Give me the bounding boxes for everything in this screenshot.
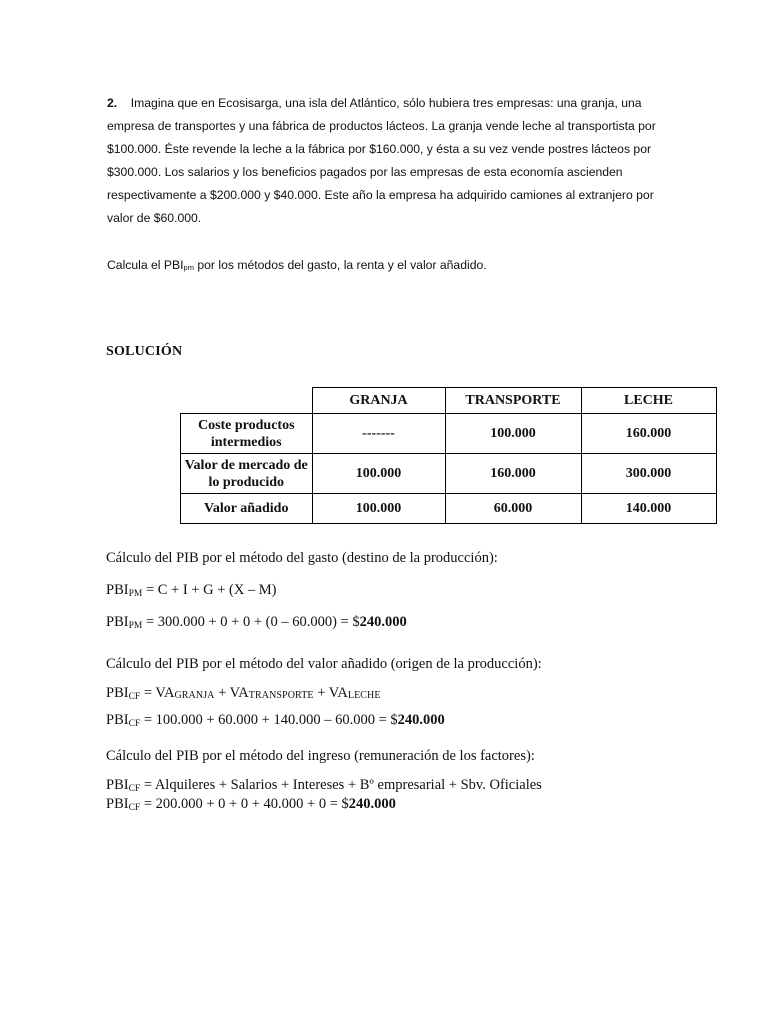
prompt-text: Calcula el PBI xyxy=(107,258,184,272)
table-row xyxy=(181,454,717,494)
gasto-heading: Cálculo del PIB por el método del gasto (destino de la producción): xyxy=(106,550,498,566)
prompt-subscript: pm xyxy=(183,263,194,272)
table-row xyxy=(181,414,717,454)
table-cell: 100.000 xyxy=(312,454,445,494)
table-cell: ------- xyxy=(312,414,445,454)
ingreso-result xyxy=(106,796,396,813)
table-header: LECHE xyxy=(581,388,716,414)
table-cell: 300.000 xyxy=(581,454,716,494)
formula-smallcaps: GRANJA xyxy=(174,690,215,701)
formula-base: PBI xyxy=(106,796,129,812)
ingreso-formula xyxy=(106,777,542,794)
formula-subscript: CF xyxy=(128,803,141,813)
formula-subscript: CF xyxy=(128,692,141,702)
prompt-text-end: por los métodos del gasto, la renta y el valor añadido. xyxy=(193,258,487,272)
solution-title: SOLUCIÓN xyxy=(106,344,183,359)
row-label: Coste productos intermedios xyxy=(181,414,313,454)
formula-text: + VA xyxy=(313,685,348,701)
table-cell: 160.000 xyxy=(445,454,581,494)
formula-base: PBI xyxy=(106,712,129,728)
problem-text: Imagina que en Ecosisarga, una isla del Atlántico, sólo hubiera tres empresas: una granja, una empresa de transportes y una fábrica de productos lácteos. La granja vende leche al transportista por $100.000. Éste revende la leche a la fábrica por $160.000, y ésta a su vez vende postres lácteos por $300.000. Los salarios y los beneficios pagados por las empresas de esta economía ascienden respectivamente a $200.000 y $40.000. Este año la empresa ha adquirido camiones al extranjero por valor de $60.000. xyxy=(107,96,656,225)
gasto-result xyxy=(106,614,407,631)
formula-smallcaps: LECHE xyxy=(347,690,381,701)
formula-smallcaps: TRANSPORTE xyxy=(248,690,314,701)
table-cell: 100.000 xyxy=(445,414,581,454)
ingreso-heading: Cálculo del PIB por el método del ingreso (remuneración de los factores): xyxy=(106,748,535,764)
gasto-formula xyxy=(106,582,277,599)
table-header-row xyxy=(181,388,717,414)
formula-text: = C + I + G + (X – M) xyxy=(142,582,277,598)
table-row xyxy=(181,494,717,524)
va-heading: Cálculo del PIB por el método del valor añadido (origen de la producción): xyxy=(106,656,542,672)
result-value: 240.000 xyxy=(359,614,407,630)
value-added-table xyxy=(180,387,717,524)
va-formula xyxy=(106,685,381,702)
table-header: GRANJA xyxy=(312,388,445,414)
result-value: 240.000 xyxy=(397,712,445,728)
formula-base: PBI xyxy=(106,614,129,630)
formula-text: = 200.000 + 0 + 0 + 40.000 + 0 = $ xyxy=(140,796,349,812)
formula-subscript: PM xyxy=(128,589,143,599)
formula-subscript: CF xyxy=(128,784,141,794)
va-result xyxy=(106,712,445,729)
formula-text: + VA xyxy=(214,685,249,701)
formula-base: PBI xyxy=(106,685,129,701)
formula-text: = Alquileres + Salarios + Intereses + Bº empresarial + Sbv. Oficiales xyxy=(140,777,542,793)
table-cell: 60.000 xyxy=(445,494,581,524)
table-cell: 160.000 xyxy=(581,414,716,454)
row-label: Valor añadido xyxy=(181,494,313,524)
row-label: Valor de mercado de lo producido xyxy=(181,454,313,494)
formula-base: PBI xyxy=(106,777,129,793)
formula-subscript: PM xyxy=(128,621,143,631)
problem-number: 2. xyxy=(107,96,118,110)
table-cell: 100.000 xyxy=(312,494,445,524)
formula-base: PBI xyxy=(106,582,129,598)
problem-prompt xyxy=(107,254,487,279)
formula-text: = 300.000 + 0 + 0 + (0 – 60.000) = $ xyxy=(142,614,360,630)
table-header: TRANSPORTE xyxy=(445,388,581,414)
formula-text: = 100.000 + 60.000 + 140.000 – 60.000 = $ xyxy=(140,712,398,728)
result-value: 240.000 xyxy=(348,796,396,812)
table-corner xyxy=(181,388,313,414)
table-cell: 140.000 xyxy=(581,494,716,524)
problem-statement xyxy=(107,92,667,230)
formula-text: = VA xyxy=(140,685,175,701)
formula-subscript: CF xyxy=(128,719,141,729)
